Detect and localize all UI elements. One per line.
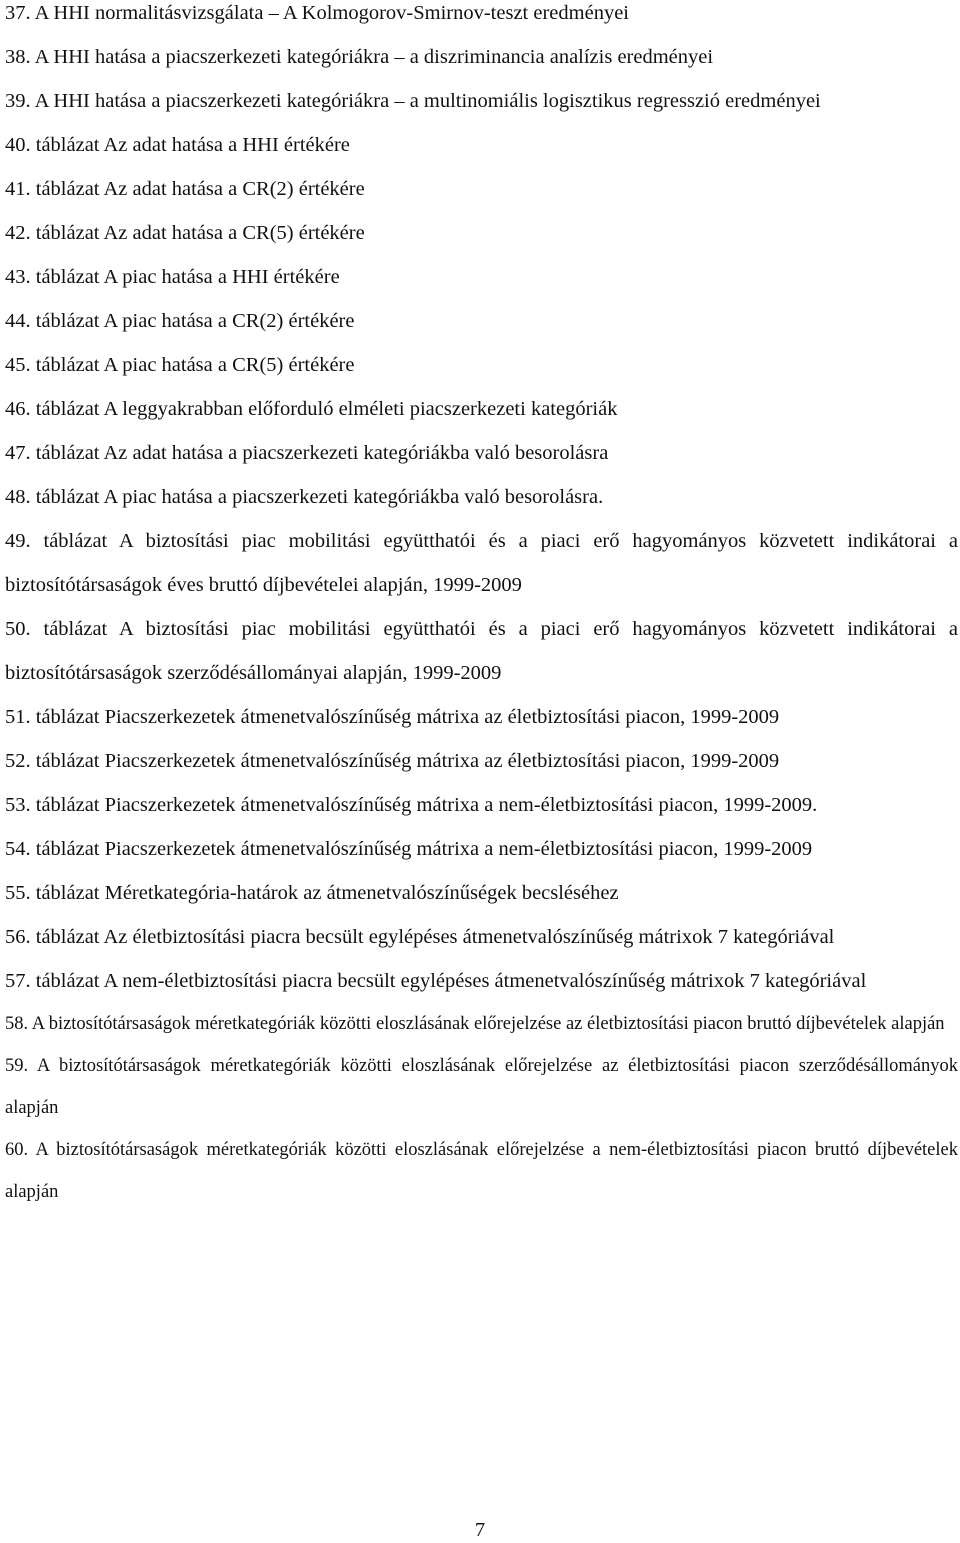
list-item: 45. táblázat A piac hatása a CR(5) értékére [5, 354, 355, 376]
list-item: 54. táblázat Piacszerkezetek átmenetvalószínűség mátrixa a nem-életbiztosítási piacon, 1999-2009 [5, 838, 813, 860]
list-item: 58. A biztosítótársaságok méretkategóriák közötti eloszlásának előrejelzése az életbiztosítási piacon bruttó díjbevételek alapján [5, 1014, 945, 1034]
list-item: 52. táblázat Piacszerkezetek átmenetvalószínűség mátrixa az életbiztosítási piacon, 1999-2009 [5, 750, 780, 772]
list-item: 42. táblázat Az adat hatása a CR(5) értékére [5, 222, 365, 244]
list-item: 41. táblázat Az adat hatása a CR(2) értékére [5, 178, 365, 200]
list-item: 53. táblázat Piacszerkezetek átmenetvalószínűség mátrixa a nem-életbiztosítási piacon, 1999-2009. [5, 794, 818, 816]
page-number: 7 [474, 1519, 486, 1541]
list-item: 49. táblázat A biztosítási piac mobilitási együtthatói és a piaci erő hagyományos közvetett indikátorai a biztosítótársaságok éves bruttó díjbevételei alapján, 1999-2009 [5, 530, 958, 596]
list-item: 47. táblázat Az adat hatása a piacszerkezeti kategóriákba való besorolásra [5, 442, 609, 464]
list-item: 48. táblázat A piac hatása a piacszerkezeti kategóriákba való besorolásra. [5, 486, 604, 508]
list-item: 37. A HHI normalitásvizsgálata – A Kolmogorov-Smirnov-teszt eredményei [5, 2, 629, 24]
list-item: 55. táblázat Méretkategória-határok az átmenetvalószínűségek becsléséhez [5, 882, 619, 904]
list-item: 60. A biztosítótársaságok méretkategóriák közötti eloszlásának előrejelzése a nem-életbiztosítási piacon bruttó díjbevételek alapján [5, 1140, 958, 1202]
list-item: 39. A HHI hatása a piacszerkezeti kategóriákra – a multinomiális logisztikus regresszió eredményei [5, 90, 821, 112]
list-item: 44. táblázat A piac hatása a CR(2) értékére [5, 310, 355, 332]
list-item: 50. táblázat A biztosítási piac mobilitási együtthatói és a piaci erő hagyományos közvetett indikátorai a biztosítótársaságok szerződésállományai alapján, 1999-2009 [5, 618, 958, 684]
list-item: 46. táblázat A leggyakrabban előforduló elméleti piacszerkezeti kategóriák [5, 398, 618, 420]
list-item: 57. táblázat A nem-életbiztosítási piacra becsült egylépéses átmenetvalószínűség mátrixok 7 kategóriával [5, 970, 867, 992]
table-list [5, 0, 958, 1213]
list-item: 59. A biztosítótársaságok méretkategóriák közötti eloszlásának előrejelzése az életbiztosítási piacon szerződésállományok alapján [5, 1056, 958, 1118]
list-item: 56. táblázat Az életbiztosítási piacra becsült egylépéses átmenetvalószínűség mátrixok 7 kategóriával [5, 926, 835, 948]
list-item: 43. táblázat A piac hatása a HHI értékére [5, 266, 340, 288]
list-item: 51. táblázat Piacszerkezetek átmenetvalószínűség mátrixa az életbiztosítási piacon, 1999-2009 [5, 706, 780, 728]
list-item: 38. A HHI hatása a piacszerkezeti kategóriákra – a diszriminancia analízis eredményei [5, 46, 714, 68]
list-item: 40. táblázat Az adat hatása a HHI értékére [5, 134, 350, 156]
